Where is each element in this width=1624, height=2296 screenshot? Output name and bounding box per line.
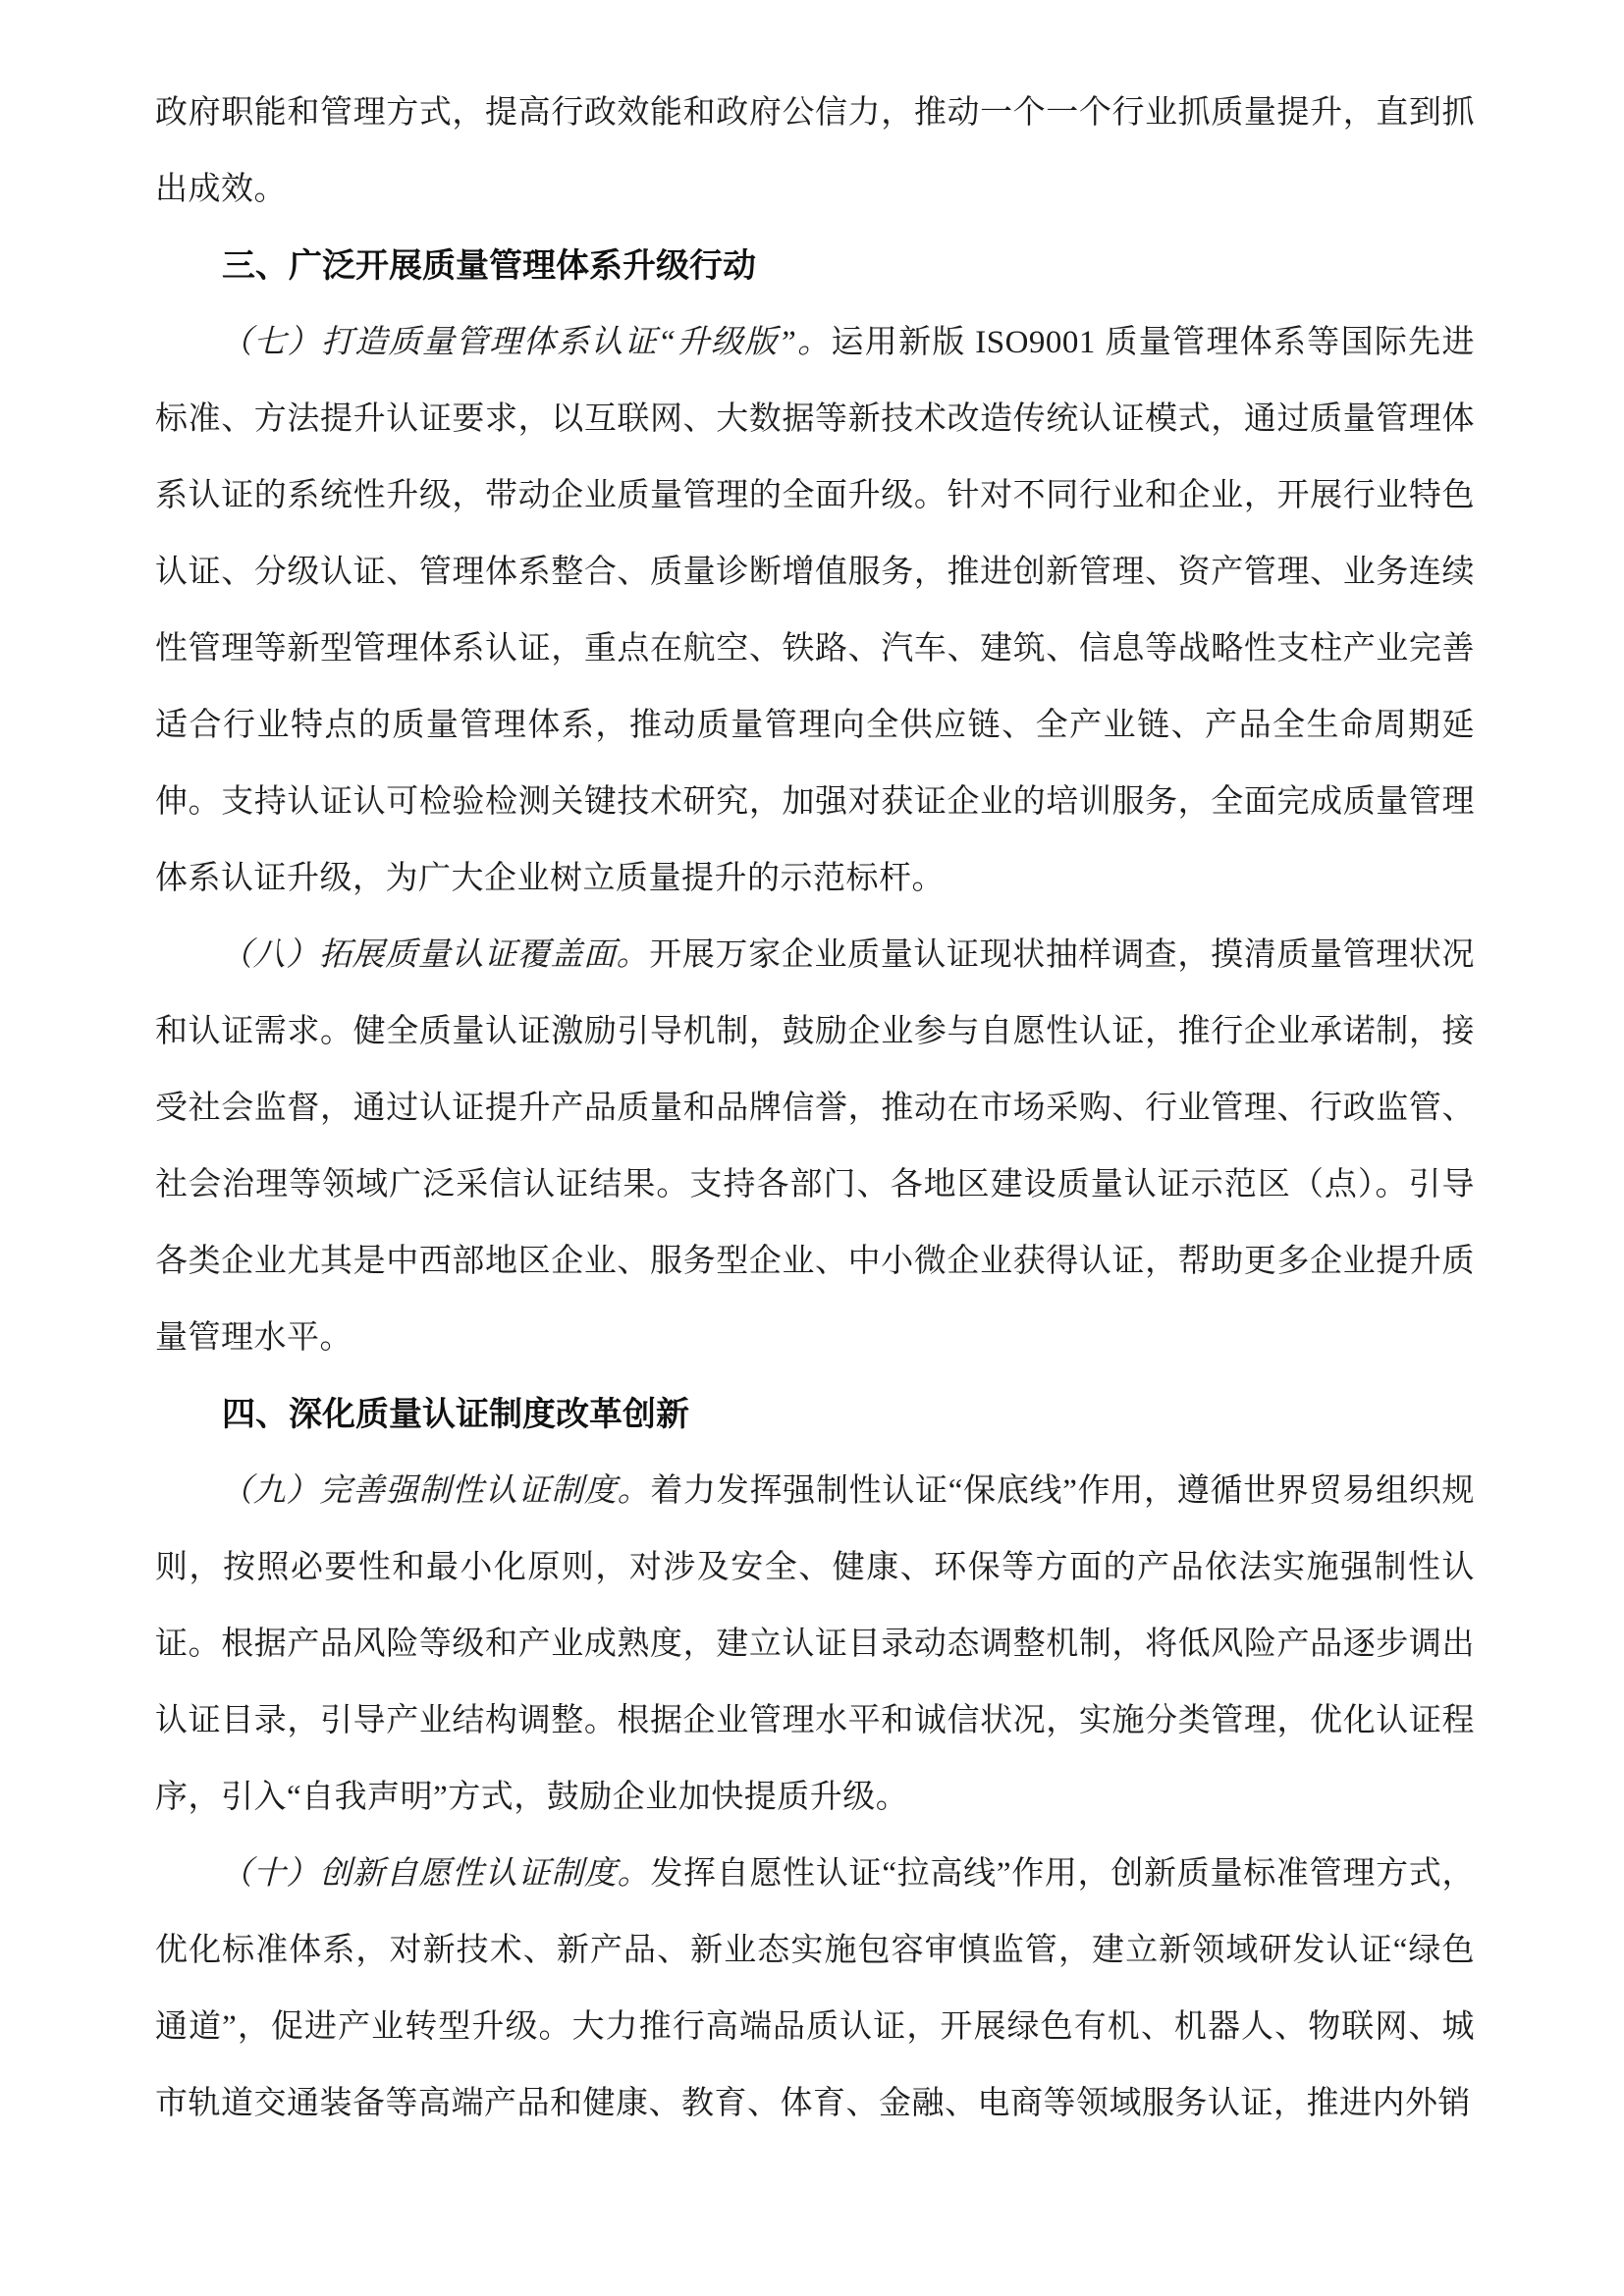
paragraph-10-lead: （十）创新自愿性认证制度。 [220, 1856, 651, 1892]
section-heading-3: 三、广泛开展质量管理体系升级行动 [222, 247, 756, 285]
paragraph-7-lead: （七）打造质量管理体系认证“升级版”。 [220, 325, 832, 360]
paragraph-8-body: 开展万家企业质量认证现状抽样调查，摸清质量管理状况和认证需求。健全质量认证激励引导机制，鼓励企业参与自愿性认证，推行企业承诺制，接受社会监督，通过认证提升产品质量和品牌信誉，推动在市场采购、行业管理、行政监管、社会治理等领域广泛采信认证结果。支持各部门、各地区建设质量认证示范区（点）。引导各类企业尤其是中西部地区企业、服务型企业、中小微企业获得认证，帮助更多企业提升质量管理水平。 [155, 937, 1476, 1356]
paragraph-8-lead: （八）拓展质量认证覆盖面。 [220, 937, 650, 973]
paragraph-9-lead: （九）完善强制性认证制度。 [220, 1473, 651, 1509]
paragraph-10 [155, 1836, 1475, 2142]
paragraph-9 [155, 1453, 1475, 1836]
paragraph-8 [155, 917, 1475, 1376]
continuation-paragraph: 政府职能和管理方式，提高行政效能和政府公信力，推动一个一个行业抓质量提升，直到抓出成效。 [155, 95, 1475, 207]
paragraph-7 [155, 304, 1475, 917]
paragraph-10-body: 发挥自愿性认证“拉高线”作用，创新质量标准管理方式，优化标准体系，对新技术、新产品、新业态实施包容审慎监管，建立新领域研发认证“绿色通道”，促进产业转型升级。大力推行高端品质认证，开展绿色有机、机器人、物联网、城市轨道交通装备等高端产品和健康、教育、体育、金融、电商等领域服务认证，推进内外销 [155, 1856, 1476, 2121]
section-heading-4: 四、深化质量认证制度改革创新 [222, 1396, 689, 1433]
paragraph-7-body: 运用新版 ISO9001 质量管理体系等国际先进标准、方法提升认证要求，以互联网、大数据等新技术改造传统认证模式，通过质量管理体系认证的系统性升级，带动企业质量管理的全面升级。针对不同行业和企业，开展行业特色认证、分级认证、管理体系整合、质量诊断增值服务，推进创新管理、资产管理、业务连续性管理等新型管理体系认证，重点在航空、铁路、汽车、建筑、信息等战略性支柱产业完善适合行业特点的质量管理体系，推动质量管理向全供应链、全产业链、产品全生命周期延伸。支持认证认可检验检测关键技术研究，加强对获证企业的培训服务，全面完成质量管理体系认证升级，为广大企业树立质量提升的示范标杆。 [155, 325, 1475, 896]
paragraph-9-body: 着力发挥强制性认证“保底线”作用，遵循世界贸易组织规则，按照必要性和最小化原则，对涉及安全、健康、环保等方面的产品依法实施强制性认证。根据产品风险等级和产业成熟度，建立认证目录动态调整机制，将低风险产品逐步调出认证目录，引导产业结构调整。根据企业管理水平和诚信状况，实施分类管理，优化认证程序，引入“自我声明”方式，鼓励企业加快提质升级。 [155, 1473, 1476, 1815]
